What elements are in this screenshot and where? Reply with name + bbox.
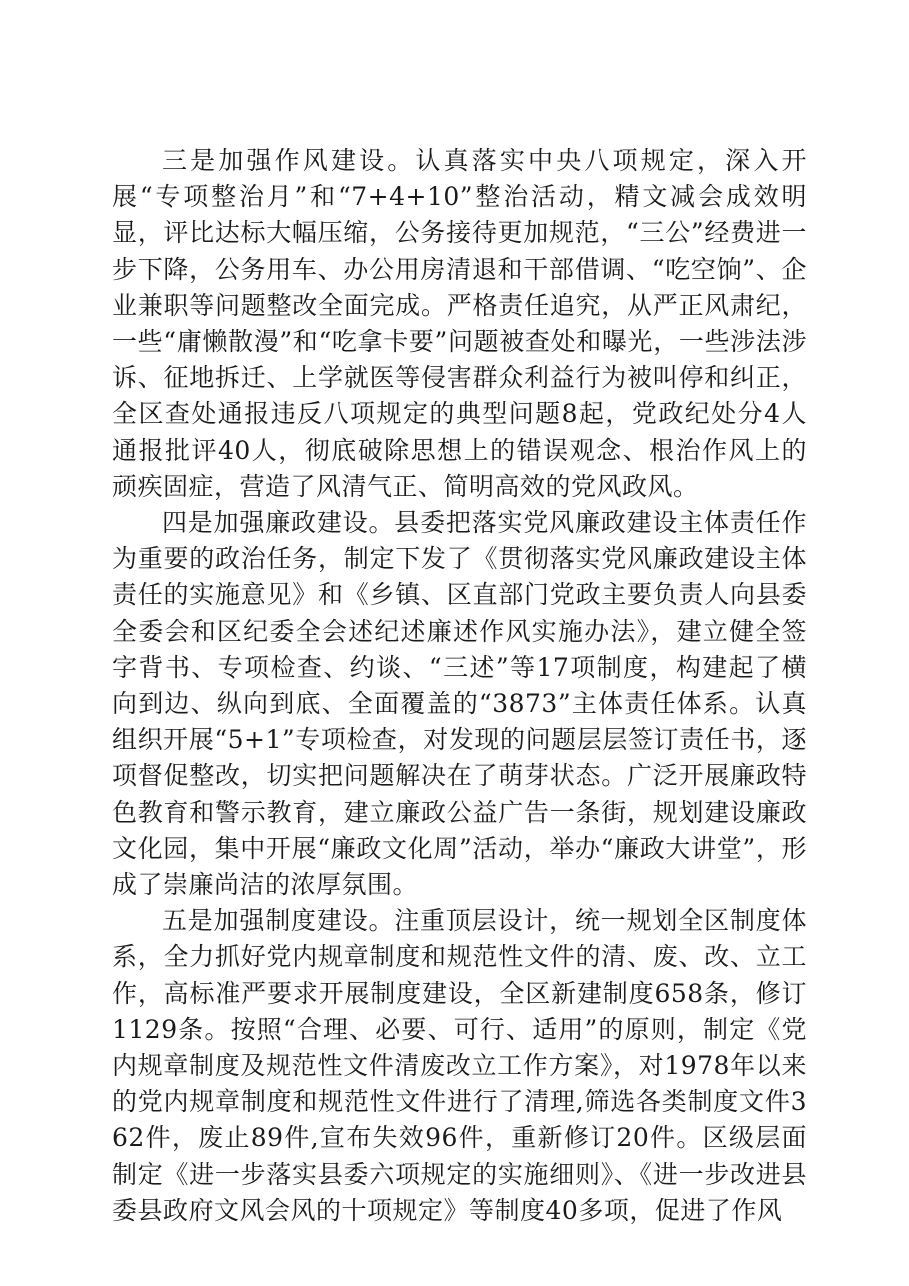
- paragraph-institutions: 五是加强制度建设。注重顶层设计，统一规划全区制度体系，全力抓好党内规章制度和规范性文件的清、废、改、立工作，高标准严要求开展制度建设，全区新建制度658条，修订1129条。按照“合理、必要、可行、适用”的原则，制定《党内规章制度及规范性文件清废改立工作方案》，对1978年以来的党内规章制度和规范性文件进行了清理,筛选各类制度文件362件，废止89件,宣布失效96件，重新修订20件。区级层面制定《进一步落实县委六项规定的实施细则》、《进一步改进县委县政府文风会风的十项规定》等制度40多项，促进了作风: [112, 906, 807, 1225]
- document-page: [112, 143, 807, 1229]
- paragraph-work-style: 三是加强作风建设。认真落实中央八项规定，深入开展“专项整治月”和“7+4+10”整治活动，精文减会成效明显，评比达标大幅压缩，公务接待更加规范，“三公”经费进一步下降，公务用车、办公用房清退和干部借调、“吃空饷”、企业兼职等问题整改全面完成。严格责任追究，从严正风肃纪，一些“庸懒散漫”和“吃拿卡要”问题被查处和曝光，一些涉法涉诉、征地拆迁、上学就医等侵害群众利益行为被叫停和纠正，全区查处通报违反八项规定的典型问题8起，党政纪处分4人通报批评40人，彻底破除思想上的错误观念、根治作风上的顽疾固症，营造了风清气正、简明高效的党风政风。: [112, 146, 807, 501]
- paragraph-integrity: 四是加强廉政建设。县委把落实党风廉政建设主体责任作为重要的政治任务，制定下发了《贯彻落实党风廉政建设主体责任的实施意见》和《乡镇、区直部门党政主要负责人向县委全委会和区纪委全会述纪述廉述作风实施办法》，建立健全签字背书、专项检查、约谈、“三述”等17项制度，构建起了横向到边、纵向到底、全面覆盖的“3873”主体责任体系。认真组织开展“5+1”专项检查，对发现的问题层层签订责任书，逐项督促整改，切实把问题解决在了萌芽状态。广泛开展廉政特色教育和警示教育，建立廉政公益广告一条街，规划建设廉政文化园，集中开展“廉政文化周”活动，举办“廉政大讲堂”，形成了崇廉尚洁的浓厚氛围。: [112, 508, 807, 900]
